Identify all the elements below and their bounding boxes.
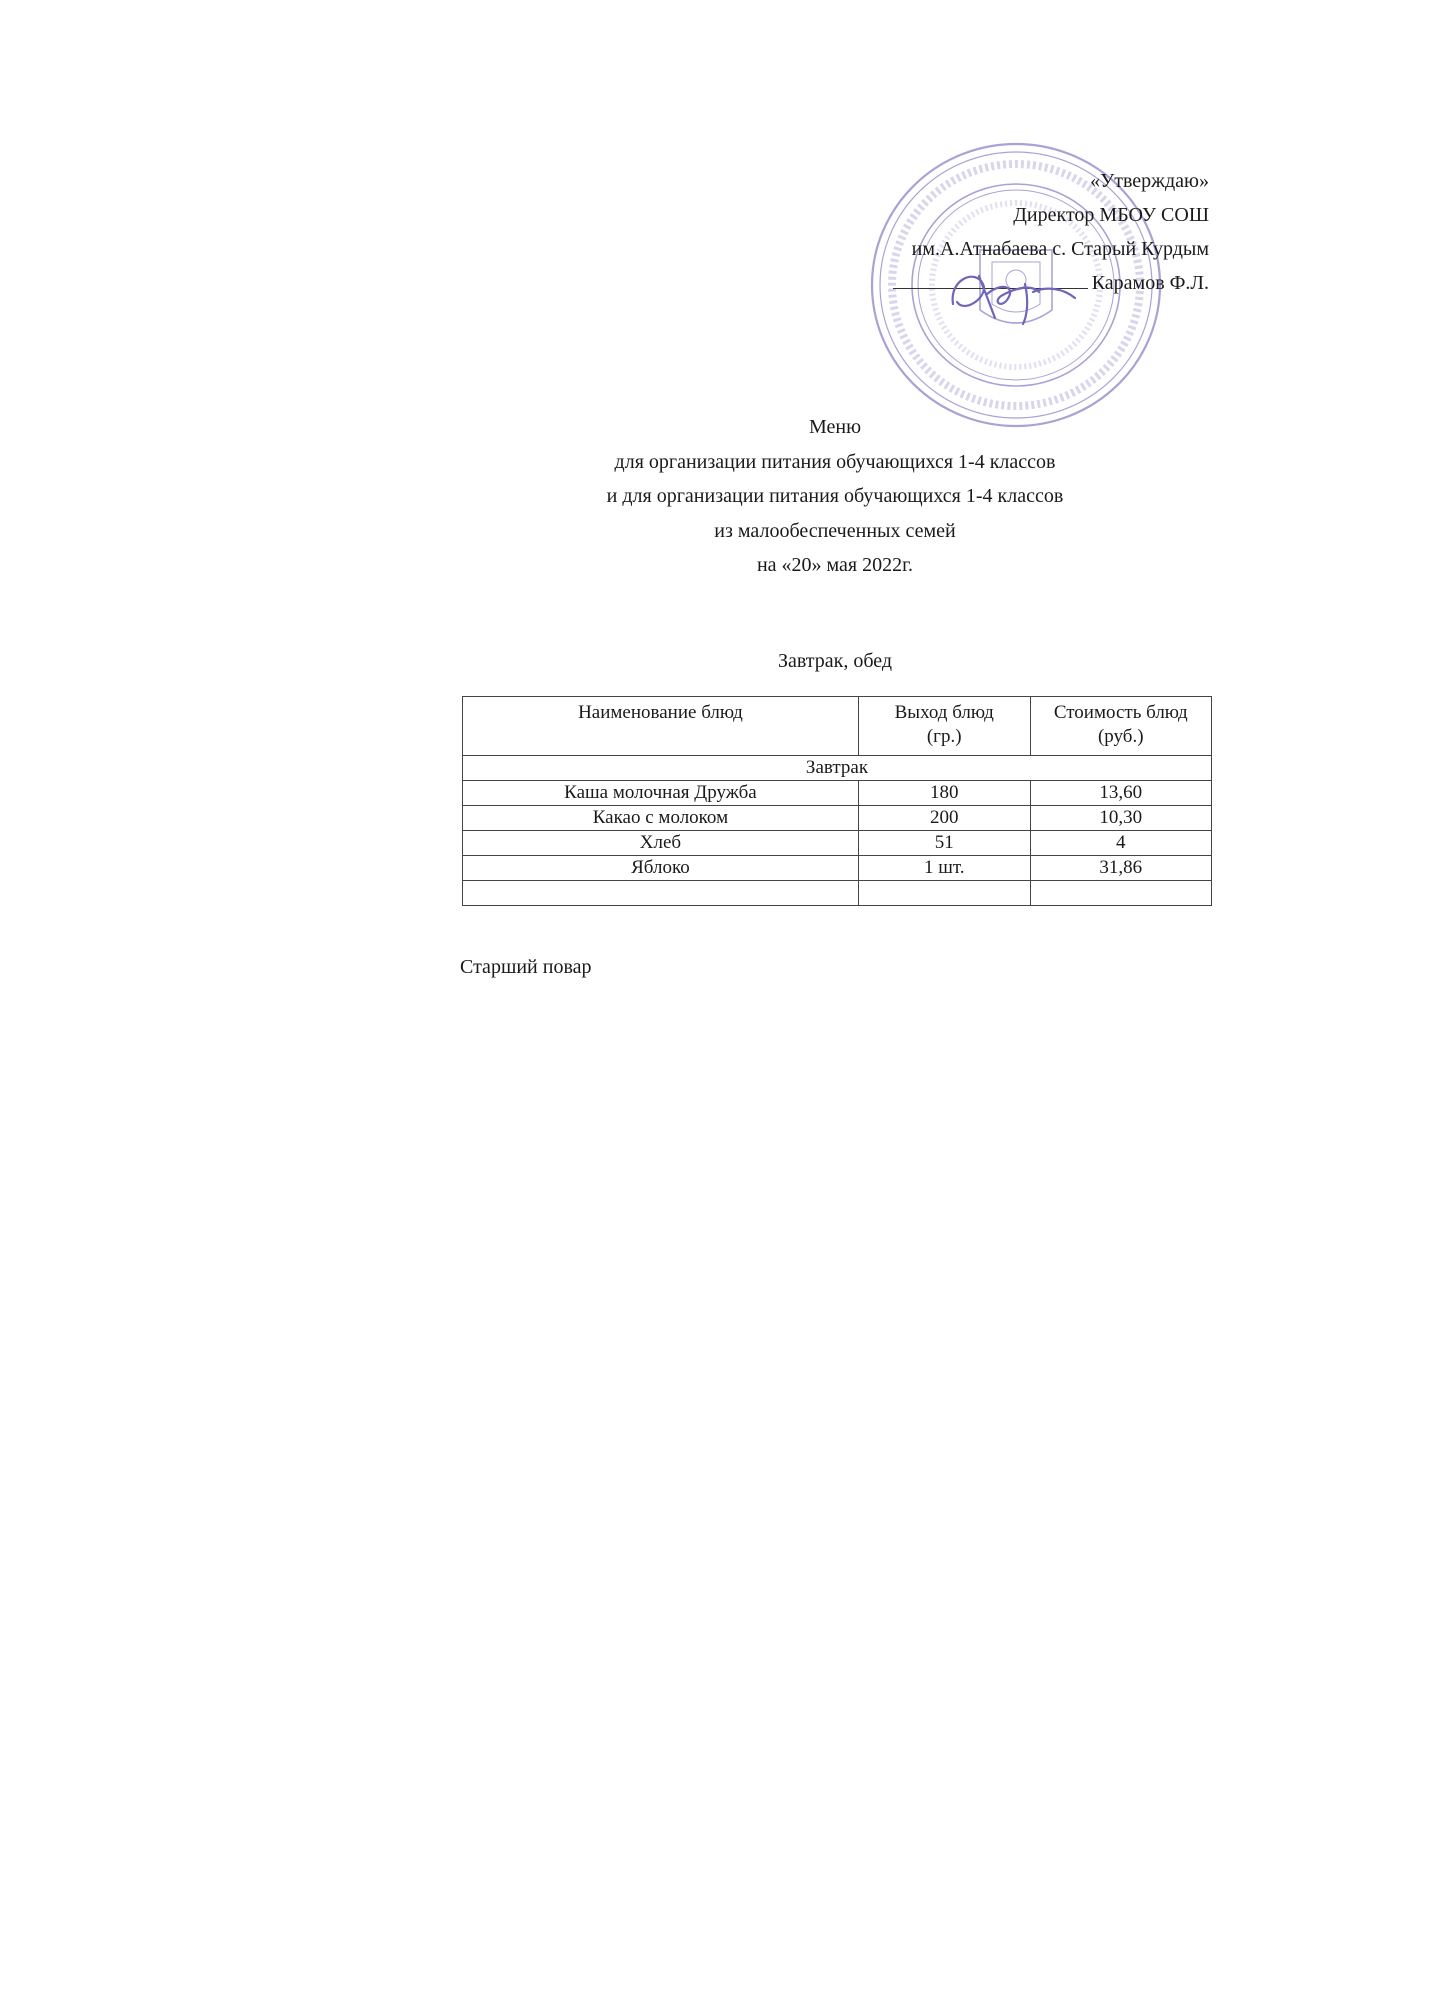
approval-school: им.А.Атнабаева с. Старый Курдым <box>911 238 1209 260</box>
cook-label: Старший повар <box>460 956 592 978</box>
table-row <box>463 781 1212 806</box>
header-yield-line1: Выход блюд <box>894 702 994 723</box>
dish-name: Какао с молоком <box>463 806 859 831</box>
header-yield <box>858 697 1030 756</box>
approval-position: Директор МБОУ СОШ <box>1013 204 1209 226</box>
title-line-2: для организации питания обучающихся 1-4 классов <box>614 450 1056 473</box>
dish-cost: 13,60 <box>1030 781 1211 806</box>
dish-name: Яблоко <box>463 856 859 881</box>
dish-yield: 1 шт. <box>858 856 1030 881</box>
table-row <box>463 856 1212 881</box>
dish-cost: 10,30 <box>1030 806 1211 831</box>
header-yield-line2: (гр.) <box>926 726 962 747</box>
title-line-3: и для организации питания обучающихся 1-4 классов <box>606 485 1064 507</box>
title-line-1: Меню <box>808 416 862 438</box>
dish-name: Каша молочная Дружба <box>463 781 859 806</box>
empty-row <box>463 881 1212 906</box>
dish-yield: 200 <box>858 806 1030 831</box>
title-line-5: на «20» мая 2022г. <box>756 554 914 576</box>
empty-cell <box>463 881 859 906</box>
empty-cell <box>1030 881 1211 906</box>
dish-yield: 51 <box>858 831 1030 856</box>
meal-caption: Завтрак, обед <box>777 650 893 672</box>
director-signature <box>935 262 1085 332</box>
dish-cost: 4 <box>1030 831 1211 856</box>
empty-cell <box>858 881 1030 906</box>
approval-heading: «Утверждаю» <box>1090 170 1209 192</box>
section-row <box>463 756 1212 781</box>
table-row <box>463 806 1212 831</box>
dish-name: Хлеб <box>463 831 859 856</box>
dish-yield: 180 <box>858 781 1030 806</box>
header-cost-line2: (руб.) <box>1097 726 1144 747</box>
table-row <box>463 831 1212 856</box>
header-cost-line1: Стоимость блюд <box>1053 702 1188 723</box>
table-header-row <box>463 697 1212 756</box>
header-name: Наименование блюд <box>463 697 859 756</box>
dish-cost: 31,86 <box>1030 856 1211 881</box>
document-title <box>460 410 1210 583</box>
title-line-4: из малообеспеченных семей <box>714 519 956 542</box>
menu-table <box>462 696 1212 906</box>
header-cost <box>1030 697 1211 756</box>
section-label: Завтрак <box>463 756 1212 781</box>
approval-signatory: Карамов Ф.Л. <box>1091 272 1209 294</box>
